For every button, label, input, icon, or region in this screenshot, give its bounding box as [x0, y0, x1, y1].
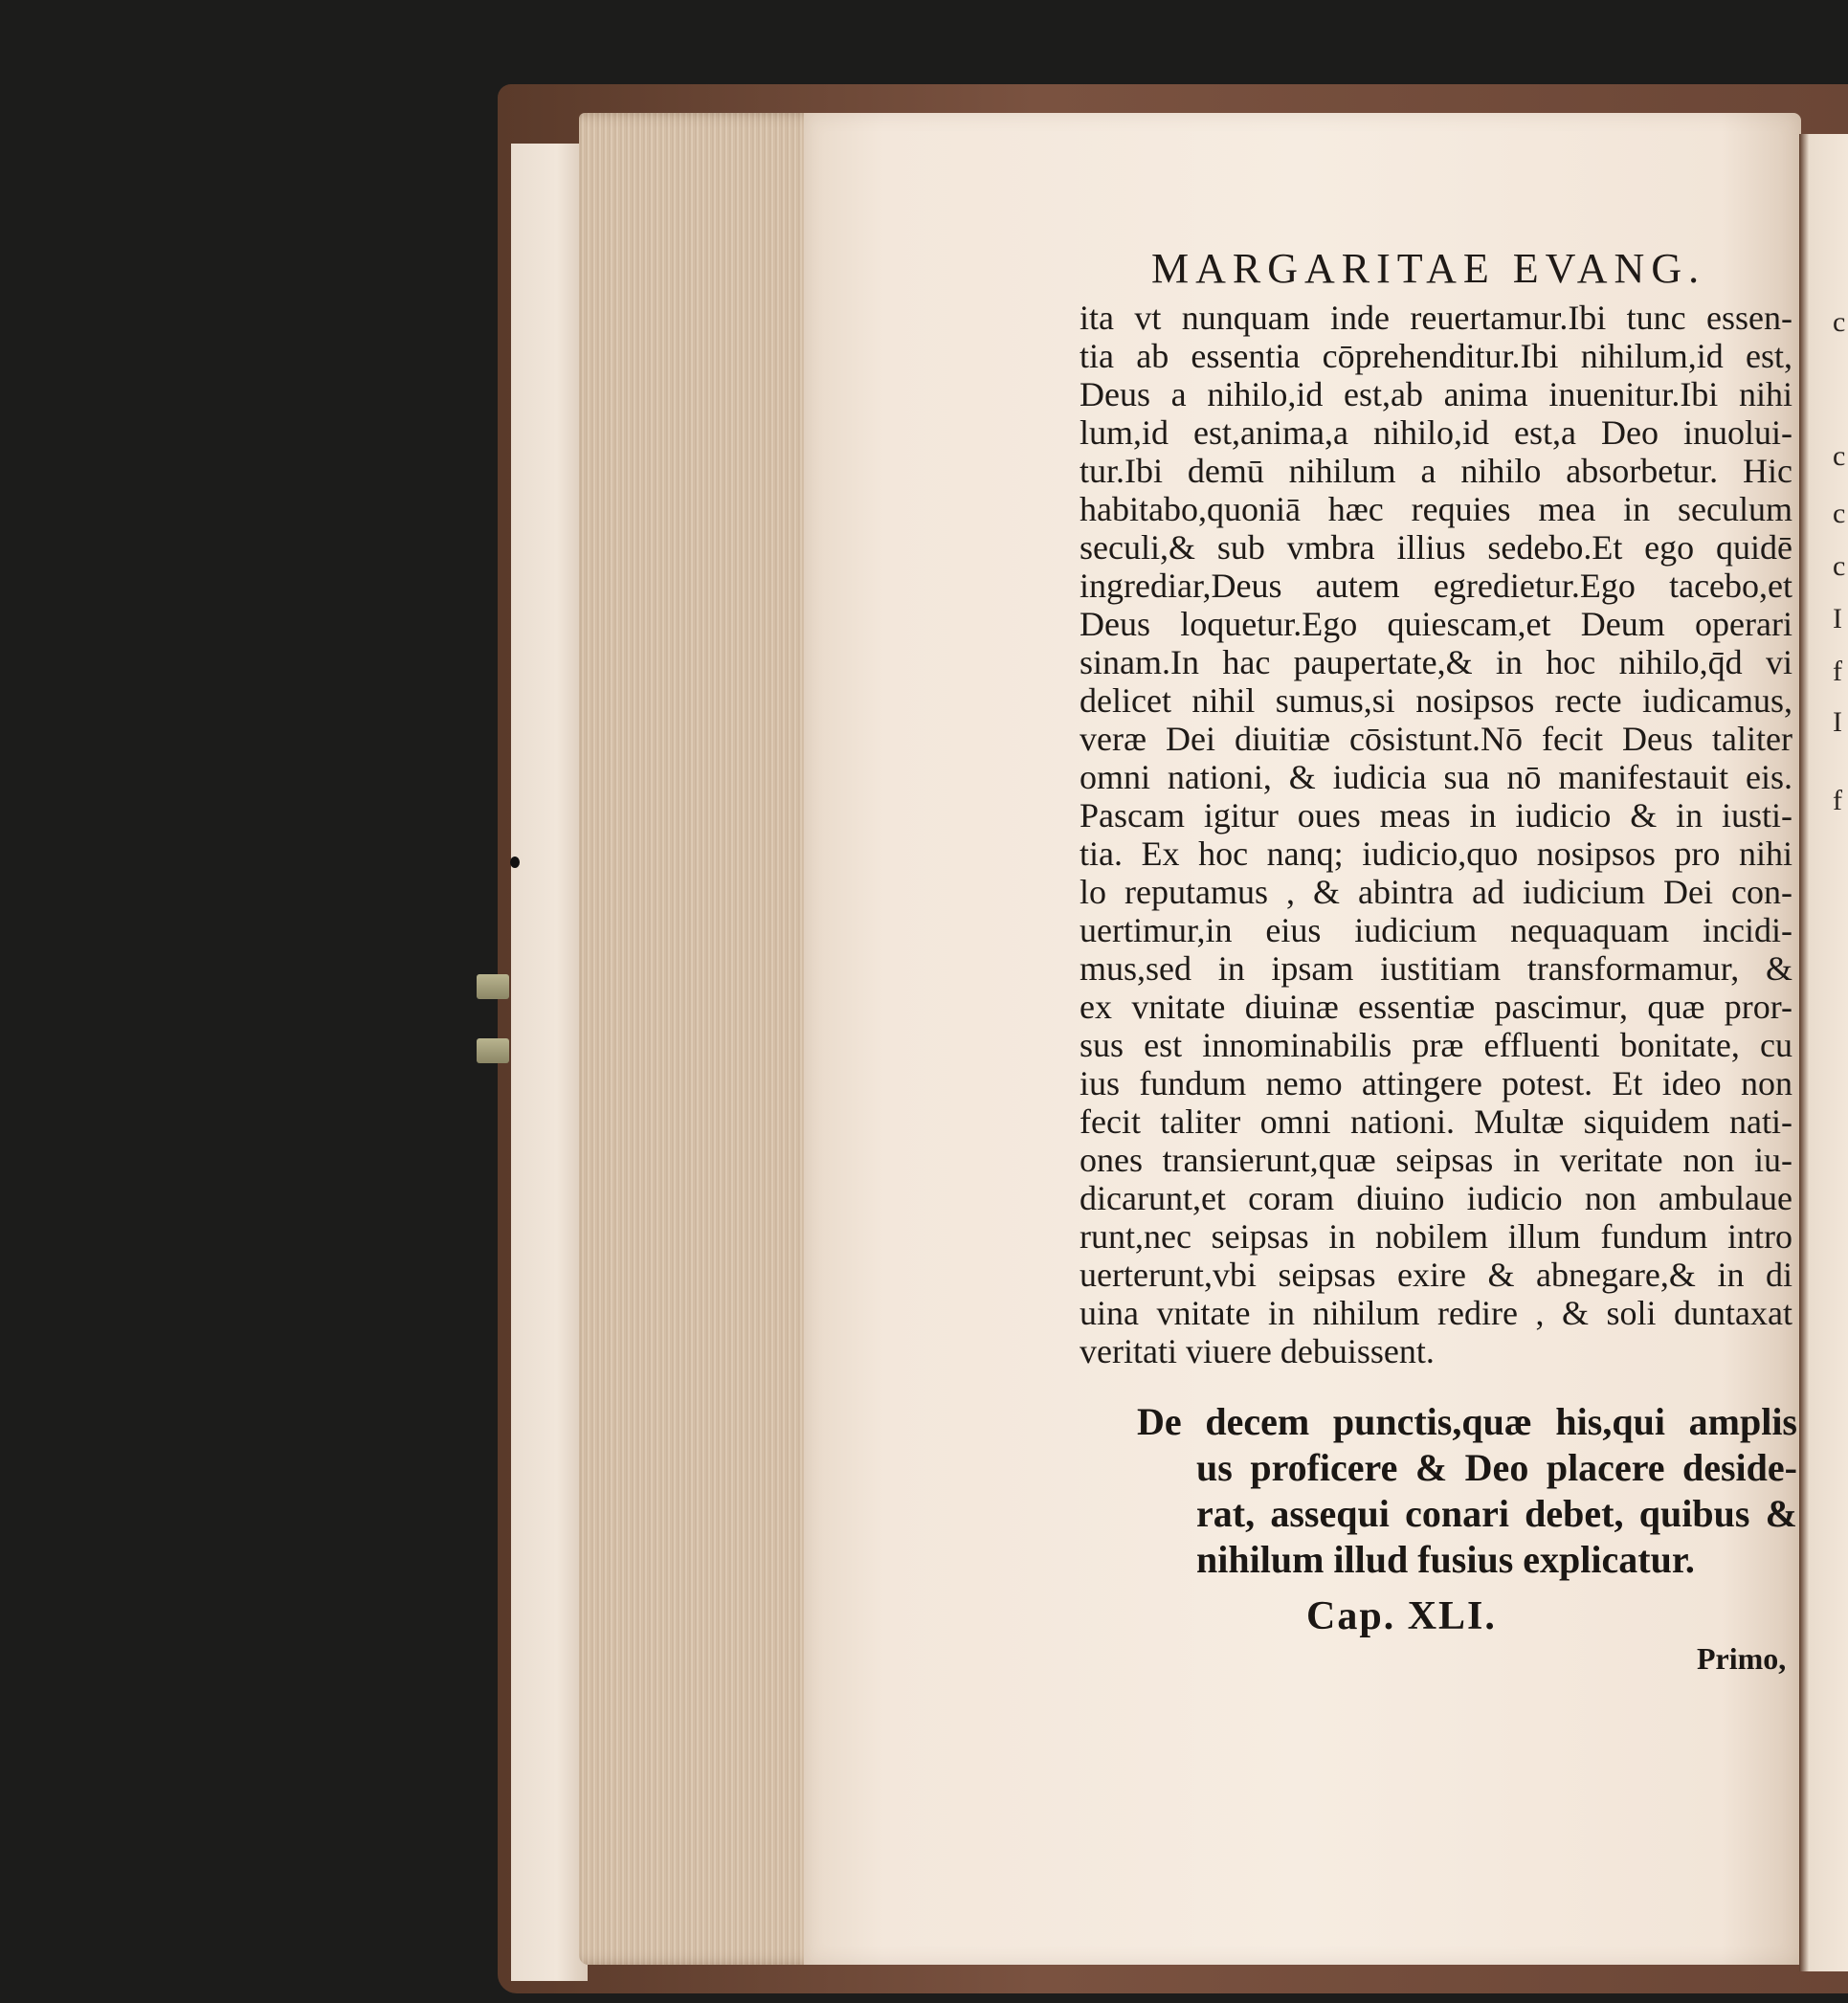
text-line: omni nationi, & iudicia sua nō manifestauit eis. — [1080, 758, 1792, 796]
text-line: tur.Ibi demū nihilum a nihilo absorbetur. Hic — [1080, 452, 1792, 490]
heading-line: rat, assequi conari debet, quibus & — [1196, 1492, 1797, 1535]
text-line: fecit taliter omni nationi. Multæ siquidem nati- — [1080, 1102, 1792, 1141]
chapter-label: Cap. XLI. — [1306, 1594, 1497, 1638]
heading-line: De decem punctis,quæ his,qui amplis — [1137, 1400, 1797, 1443]
text-line: tia. Ex hoc nanq; iudicio,quo nosipsos pro nihi — [1080, 835, 1792, 873]
text-line: uerterunt,vbi seipsas exire & abnegare,& in di — [1080, 1256, 1792, 1294]
running-head: MARGARITAE EVANG. — [1151, 245, 1706, 292]
facing-page-char: f — [1833, 785, 1842, 816]
text-line: dicarunt,et coram diuino iudicio non ambulaue — [1080, 1179, 1792, 1217]
clasp-upper — [477, 974, 509, 999]
facing-page-char: c — [1833, 550, 1846, 582]
text-line: ita vt nunquam inde reuertamur.Ibi tunc essen- — [1080, 299, 1792, 337]
text-line: ingrediar,Deus autem egredietur.Ego tacebo,et — [1080, 567, 1792, 605]
facing-page-char: I — [1833, 706, 1842, 738]
text-line: uertimur,in eius iudicium nequaquam incidi- — [1080, 911, 1792, 949]
text-line: Pascam igitur oues meas in iudicio & in iusti- — [1080, 796, 1792, 835]
text-line: veritati viuere debuissent. — [1080, 1332, 1435, 1370]
body-text — [1080, 299, 1792, 1370]
text-line: ex vnitate diuinæ essentiæ pascimur, quæ pror- — [1080, 988, 1792, 1026]
text-line: ius fundum nemo attingere potest. Et ideo non — [1080, 1064, 1792, 1102]
facing-page-char: c — [1833, 440, 1846, 472]
inner-board — [511, 144, 588, 1981]
text-line: Deus loquetur.Ego quiescam,et Deum operari — [1080, 605, 1792, 643]
text-line: delicet nihil sumus,si nosipsos recte iudicamus, — [1080, 681, 1792, 720]
heading-line: nihilum illud fusius explicatur. — [1196, 1538, 1695, 1581]
text-line: Deus a nihilo,id est,ab anima inuenitur.Ibi nihi — [1080, 375, 1792, 413]
facing-page-char: c — [1833, 306, 1846, 338]
text-line: seculi,& sub vmbra illius sedebo.Et ego quidē — [1080, 528, 1792, 567]
heading-line: us proficere & Deo placere deside- — [1196, 1446, 1797, 1489]
text-line: runt,nec seipsas in nobilem illum fundum intro — [1080, 1217, 1792, 1256]
text-line: mus,sed in ipsam iustitiam transformamur, & — [1080, 949, 1792, 988]
text-line: tia ab essentia cōprehenditur.Ibi nihilum,id est, — [1080, 337, 1792, 375]
facing-page-char: I — [1833, 603, 1842, 634]
facing-page-char: c — [1833, 498, 1846, 529]
chapter-heading — [1137, 1399, 1797, 1583]
text-line: uina vnitate in nihilum redire , & soli duntaxat — [1080, 1294, 1792, 1332]
text-line: ones transierunt,quæ seipsas in veritate non iu- — [1080, 1141, 1792, 1179]
facing-page-char: f — [1833, 656, 1842, 687]
text-line: lo reputamus , & abintra ad iudicium Dei con- — [1080, 873, 1792, 911]
text-line: habitabo,quoniā hæc requies mea in seculum — [1080, 490, 1792, 528]
text-line: sinam.In hac paupertate,& in hoc nihilo,q̄d vi — [1080, 643, 1792, 681]
text-line: sus est innominabilis præ effluenti bonitate, cu — [1080, 1026, 1792, 1064]
text-line: veræ Dei diuitiæ cōsistunt.Nō fecit Deus taliter — [1080, 720, 1792, 758]
clasp-lower — [477, 1038, 509, 1063]
catchword: Primo, — [1697, 1641, 1787, 1676]
page-block-edges — [579, 113, 826, 1965]
binding-hole — [510, 857, 520, 868]
text-line: lum,id est,anima,a nihilo,id est,a Deo inuolui- — [1080, 413, 1792, 452]
facing-page-edge — [1799, 134, 1848, 1971]
